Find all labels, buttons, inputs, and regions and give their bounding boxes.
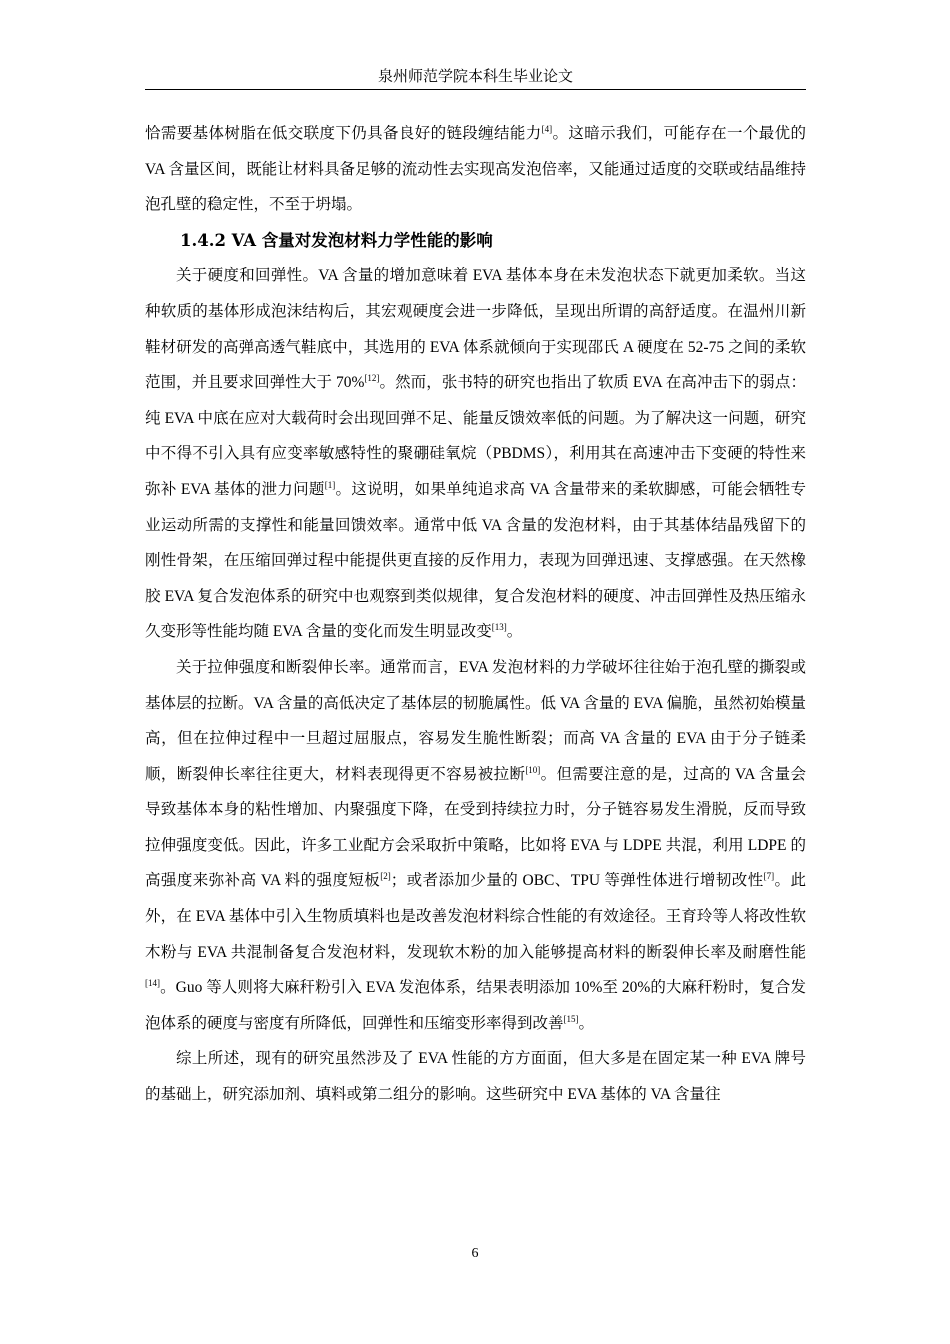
text-run: 关于硬度和回弹性。VA 含量的增加意味着 EVA 基体本身在未发泡状态下就更加柔软。当这种软质的基体形成泡沫结构后，其宏观硬度会进一步降低，呈现出所谓的高舒适度。在温州川新鞋材研发的高弹高透气鞋底中，其选用的 EVA 体系就倾向于实现邵氏 A 硬度在 52-75 之间的柔软范围，并且要求回弹性大于 70% [145,267,806,392]
text-run: 。这暗示我们，可能存在一个最优的 VA 含量区间，既能让材料具备足够的流动性去实现高发泡倍率，又能通过适度的交联或结晶维持泡孔壁的稳定性，不至于坍塌。 [145,125,806,214]
text-run: 恰需要基体树脂在低交联度下仍具备良好的链段缠结能力 [145,125,542,142]
citation-marker: [13] [491,622,507,633]
text-run: 综上所述，现有的研究虽然涉及了 EVA 性能的方方面面，但大多是在固定某一种 EVA 牌号的基础上，研究添加剂、填料或第二组分的影响。这些研究中 EVA 基体的 VA 含量往 [145,1050,806,1104]
section-heading [145,223,806,259]
body-paragraph [145,258,806,650]
body-paragraph [145,1041,806,1112]
citation-marker: [10] [525,764,541,775]
citation-marker: [2] [380,871,391,882]
header-title: 泉州师范学院本科生毕业论文 [377,67,573,85]
text-run: ；或者添加少量的 OBC、TPU 等弹性体进行增韧改性 [390,872,764,890]
text-run: 1.4.2 VA 含量对发泡材料力学性能的影响 [180,230,493,250]
text-run: 。然而，张书特的研究也指出了软质 EVA 在高冲击下的弱点：纯 EVA 中底在应对大载荷时会出现回弹不足、能量反馈效率低的问题。为了解决这一问题，研究中不得不引入具有应变率敏感特性的聚硼硅氧烷（PBDMS），利用其在高速冲击下变硬的特性来弥补 EVA 基体的泄力问题 [145,374,806,498]
text-run: 。此外，在 EVA 基体中引入生物质填料也是改善发泡材料综合性能的有效途径。王育玲等人将改性软木粉与 EVA 共混制备复合发泡材料，发现软木粉的加入能够提高材料的断裂伸长率及耐磨性能 [145,872,806,961]
body-paragraph [145,650,806,1042]
citation-marker: [1] [324,479,336,490]
text-run: 。 [506,623,523,641]
text-run: 。这说明，如果单纯追求高 VA 含量带来的柔软脚感，可能会牺牲专业运动所需的支撑性和能量回馈效率。通常中低 VA 含量的发泡材料，由于其基体结晶残留下的刚性骨架，在压缩回弹过程中能提供更直接的反作用力，表现为回弹迅速、支撑感强。在天然橡胶 EVA 复合发泡体系的研究中也观察到类似规律，复合发泡材料的硬度、冲击回弹性及热压缩永久变形等性能均随 EVA 含量的变化而发生明显改变 [145,480,806,641]
text-run: 关于拉伸强度和断裂伸长率。通常而言，EVA 发泡材料的力学破坏往往始于泡孔壁的撕裂或基体层的拉断。VA 含量的高低决定了基体层的韧脆属性。低 VA 含量的 EVA 偏脆，虽然初始模量高，但在拉伸过程中一旦超过屈服点，容易发生脆性断裂；而高 VA 含量的 EVA 由于分子链柔顺，断裂伸长率往往更大，材料表现得更不容易被拉断 [145,658,806,783]
text-run: 。 [578,1014,595,1032]
text-run: 。Guo 等人则将大麻秆粉引入 EVA 发泡体系，结果表明添加 10%至 20%的大麻秆粉时，复合发泡体系的硬度与密度有所降低，回弹性和压缩变形率得到改善 [145,979,806,1032]
body-paragraph [145,116,806,223]
citation-marker: [15] [563,1013,579,1024]
citation-marker: [4] [541,124,553,134]
text-run: 。但需要注意的是，过高的 VA 含量会导致基体本身的粘性增加、内聚强度下降，在受到持续拉力时，分子链容易发生滑脱，反而导致拉伸强度变低。因此，许多工业配方会采取折中策略，比如将 EVA 与 LDPE 共混，利用 LDPE 的高强度来弥补高 VA 料的强度短板 [145,765,806,890]
citation-marker: [14] [145,978,160,989]
page-number: 6 [471,1246,479,1261]
citation-marker: [12] [364,373,380,384]
citation-marker: [7] [763,871,775,882]
page-header [145,63,806,90]
body-text [145,116,806,1113]
